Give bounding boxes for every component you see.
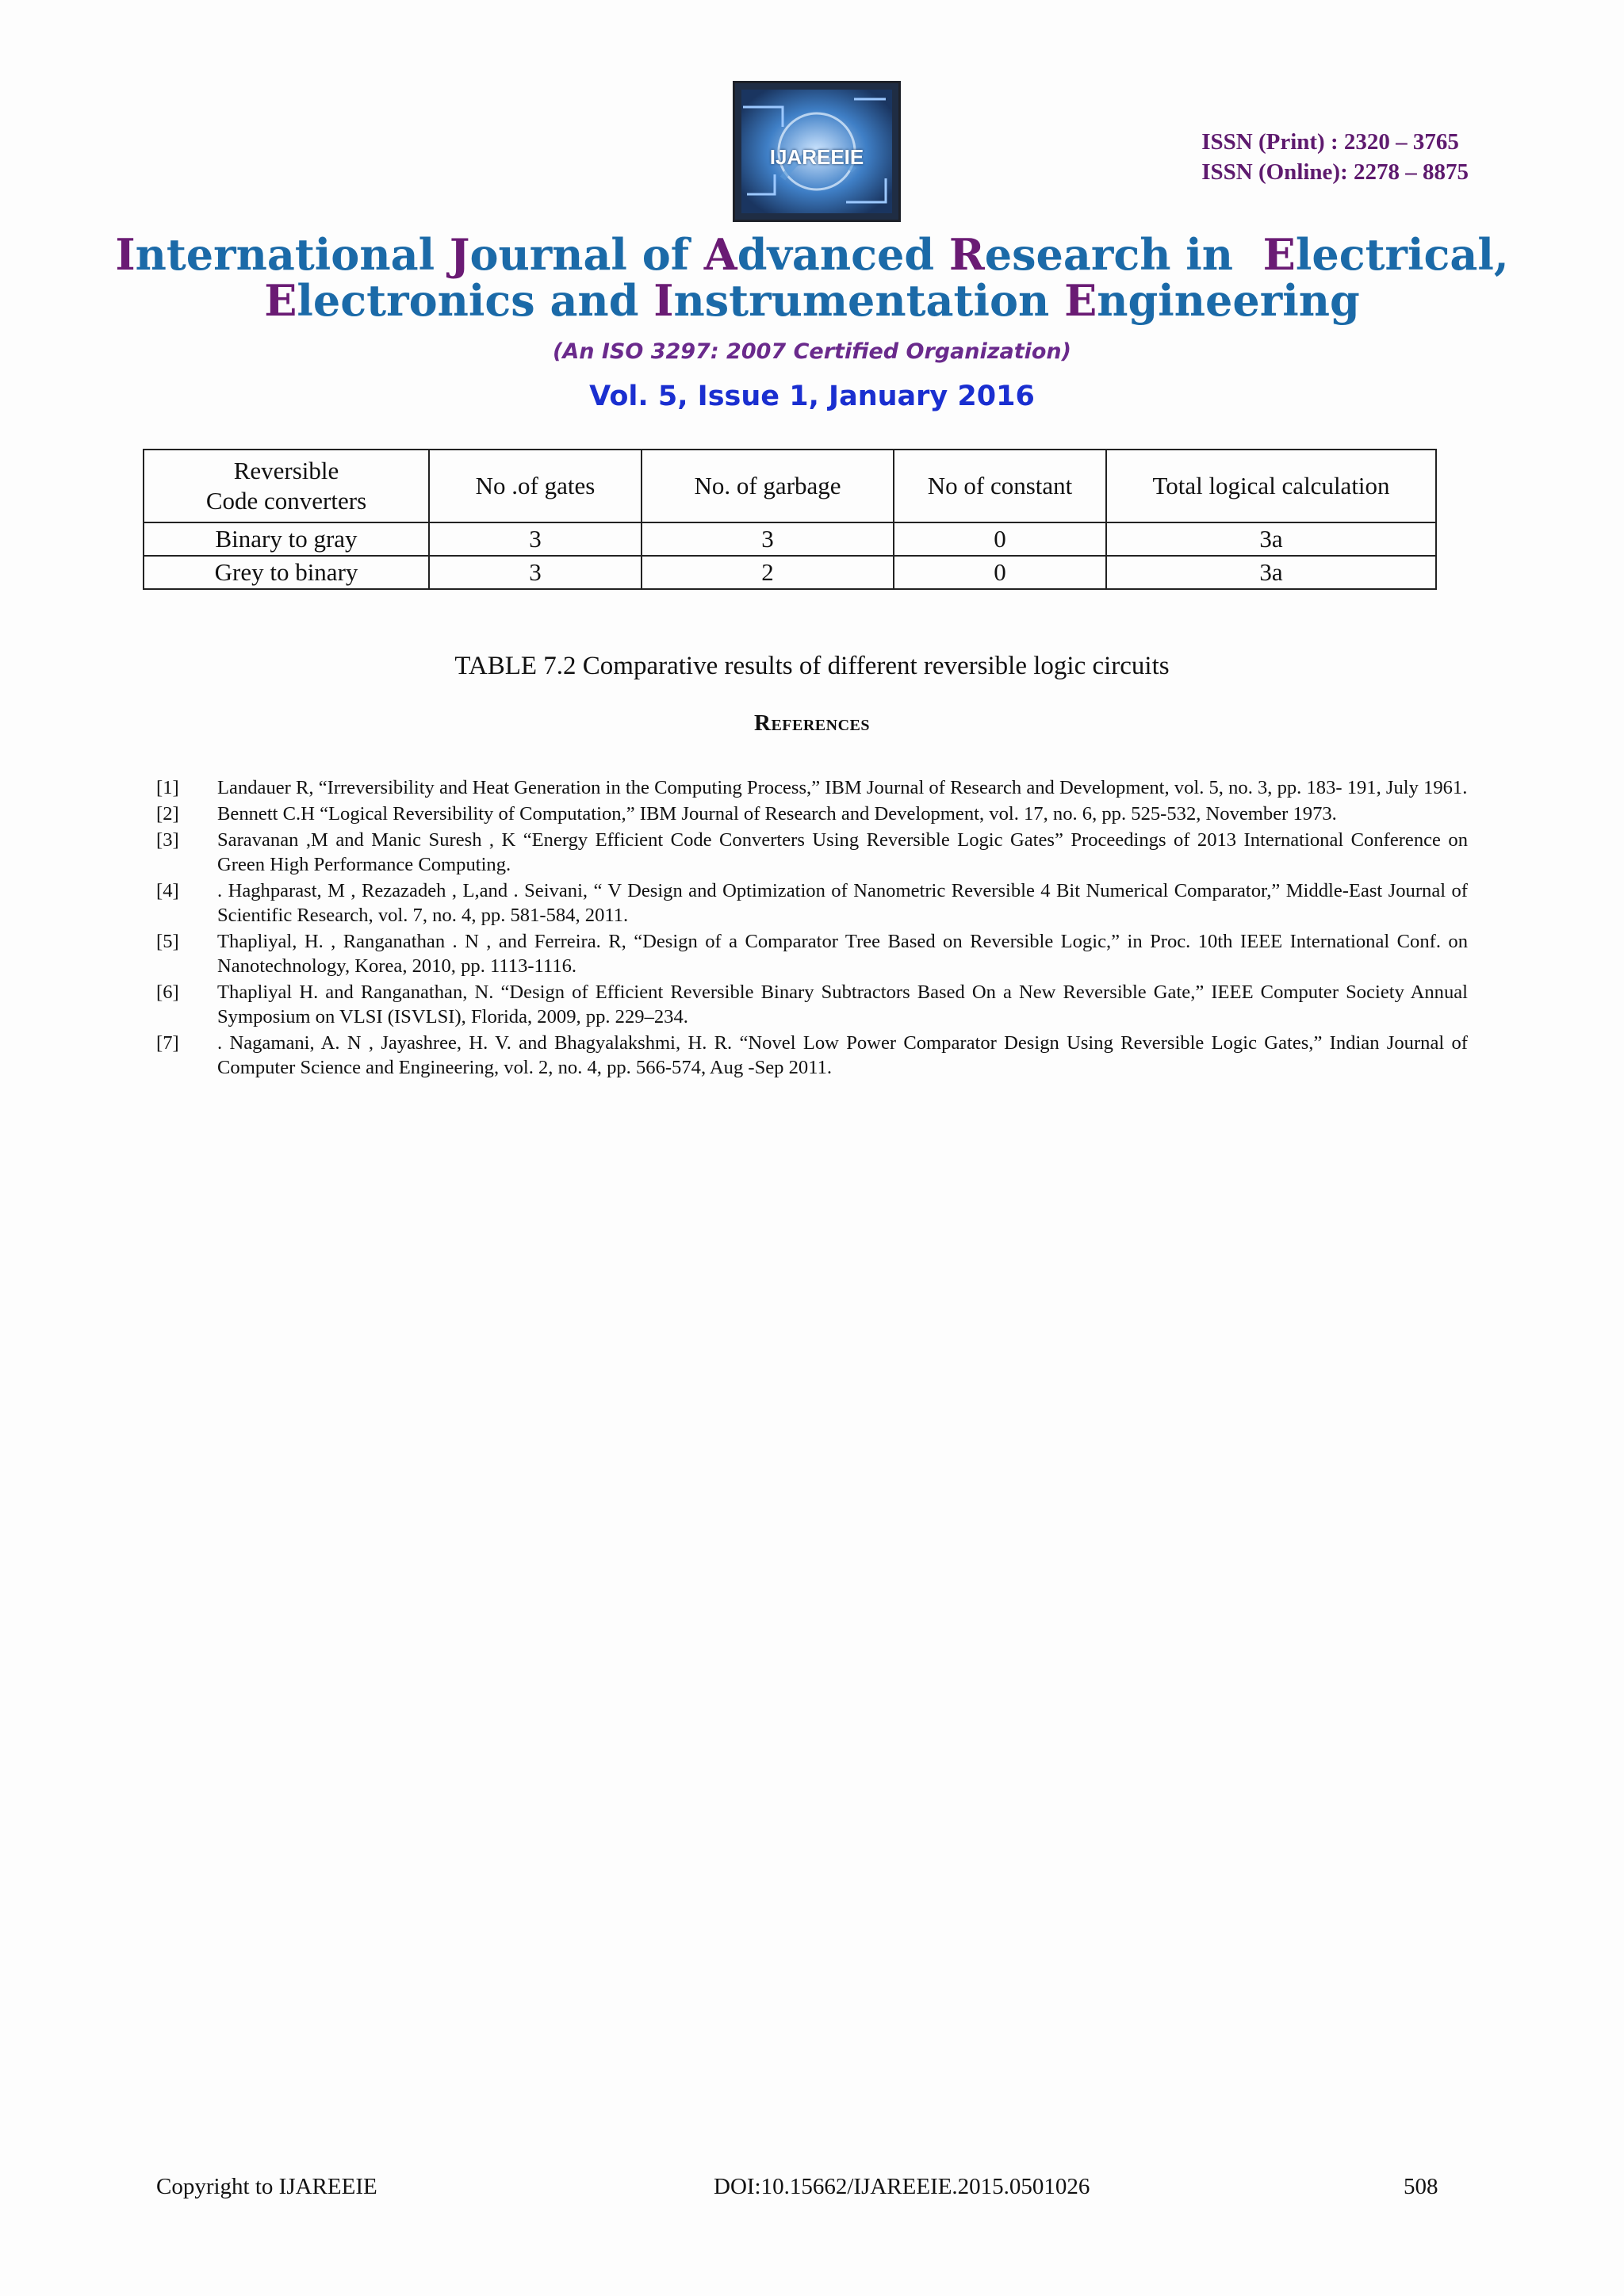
- reference-text: Saravanan ,M and Manic Suresh , K “Energy Efficient Code Converters Using Reversible Logic Gates” Proceedings of 2013 International Conference on Green High Performance Computing.: [217, 829, 1468, 875]
- reference-item: [156, 929, 1468, 978]
- table-cell: 3: [429, 556, 642, 589]
- reference-text: Thapliyal, H. , Ranganathan . N , and Ferreira. R, “Design of a Comparator Tree Based on Reversible Logic,” in Proc. 10th IEEE International Conf. on Nanotechnology, Korea, 2010, pp. 1113-1116.: [217, 931, 1468, 977]
- table-cell: 3: [429, 522, 642, 556]
- table-cell: 3a: [1106, 556, 1436, 589]
- table-cell: 0: [894, 522, 1106, 556]
- reference-item: [156, 802, 1468, 826]
- reference-number: [6]: [156, 982, 179, 1003]
- title-initial: I: [115, 229, 136, 280]
- journal-logo: [733, 81, 901, 222]
- journal-title-line-1: [0, 229, 1624, 280]
- title-word: dvanced: [737, 229, 949, 280]
- certification-line: (An ISO 3297: 2007 Certified Organization): [553, 339, 1071, 364]
- reference-text: . Haghparast, M , Rezazadeh , L,and . Seivani, “ V Design and Optimization of Nanometric Reversible 4 Bit Numerical Comparator,” Middle-East Journal of Scientific Research, vol. 7, no. 4, pp. 581-584, 2011.: [217, 880, 1468, 926]
- title-word: nternational: [135, 229, 450, 280]
- reference-text: Landauer R, “Irreversibility and Heat Generation in the Computing Process,” IBM Journal of Research and Development, vol. 5, no. 3, pp. 183- 191, July 1961.: [217, 777, 1468, 798]
- title-initial: J: [449, 229, 470, 280]
- reference-number: [2]: [156, 803, 179, 825]
- logo-text: IJAREEIE: [769, 145, 864, 169]
- table-cell: 2: [642, 556, 894, 589]
- title-initial: I: [653, 275, 674, 326]
- table-row: [144, 556, 1436, 589]
- volume-issue: Vol. 5, Issue 1, January 2016: [589, 381, 1035, 412]
- reference-item: [156, 775, 1468, 800]
- issn-block: [1201, 127, 1469, 187]
- title-initial: R: [948, 229, 985, 280]
- reference-item: [156, 980, 1468, 1029]
- table-cell: Binary to gray: [144, 522, 429, 556]
- reference-text: . Nagamani, A. N , Jayashree, H. V. and Bhagyalakshmi, H. R. “Novel Low Power Comparator Design Using Reversible Logic Gates,” Indian Journal of Computer Science and Engineering, vol. 2, no. 4, pp. 566-574, Aug -Sep 2011.: [217, 1032, 1468, 1078]
- journal-title-line-2: [0, 275, 1624, 326]
- table-cell: 3a: [1106, 522, 1436, 556]
- title-word: esearch in: [984, 229, 1263, 280]
- title-word: lectrical,: [1295, 229, 1509, 280]
- title-initial: E: [1262, 229, 1296, 280]
- table-cell: Grey to binary: [144, 556, 429, 589]
- title-initial: E: [1064, 275, 1097, 326]
- reference-text: Bennett C.H “Logical Reversibility of Computation,” IBM Journal of Research and Development, vol. 17, no. 6, pp. 525-532, November 1973.: [217, 803, 1337, 825]
- reference-number: [1]: [156, 777, 179, 798]
- reference-text: Thapliyal H. and Ranganathan, N. “Design of Efficient Reversible Binary Subtractors Based On a New Reversible Gate,” IEEE Computer Society Annual Symposium on VLSI (ISVLSI), Florida, 2009, pp. 229–234.: [217, 982, 1468, 1027]
- table-row: [144, 522, 1436, 556]
- reference-item: [156, 878, 1468, 928]
- title-word: ngineering: [1097, 275, 1360, 326]
- footer-doi: DOI:10.15662/IJAREEIE.2015.0501026: [714, 2174, 1090, 2199]
- reference-number: [7]: [156, 1032, 179, 1054]
- table-caption: TABLE 7.2 Comparative results of different reversible logic circuits: [454, 652, 1170, 680]
- title-initial: A: [703, 229, 737, 280]
- table-header-cell: Reversible Code converters: [144, 450, 429, 522]
- title-initial: E: [264, 275, 297, 326]
- table-header-cell: No of constant: [894, 450, 1106, 522]
- table-header-row: [144, 450, 1436, 522]
- table-header-cell: No .of gates: [429, 450, 642, 522]
- reference-number: [3]: [156, 829, 179, 851]
- table-cell: 0: [894, 556, 1106, 589]
- reference-item: [156, 828, 1468, 877]
- table-header-cell: Total logical calculation: [1106, 450, 1436, 522]
- issn-print: ISSN (Print) : 2320 – 3765: [1201, 129, 1459, 155]
- references-list: [156, 775, 1468, 1081]
- reference-number: [5]: [156, 931, 179, 952]
- issn-online: ISSN (Online): 2278 – 8875: [1201, 159, 1469, 185]
- title-word: ournal of: [469, 229, 704, 280]
- references-heading: References: [754, 710, 870, 736]
- reference-number: [4]: [156, 880, 179, 901]
- footer-copyright: Copyright to IJAREEIE: [156, 2174, 377, 2199]
- reference-item: [156, 1031, 1468, 1080]
- page-number: 508: [1404, 2174, 1438, 2199]
- title-word: lectronics and: [297, 275, 654, 326]
- title-word: nstrumentation: [673, 275, 1065, 326]
- comparison-table: [143, 449, 1437, 590]
- table-header-cell: No. of garbage: [642, 450, 894, 522]
- table-cell: 3: [642, 522, 894, 556]
